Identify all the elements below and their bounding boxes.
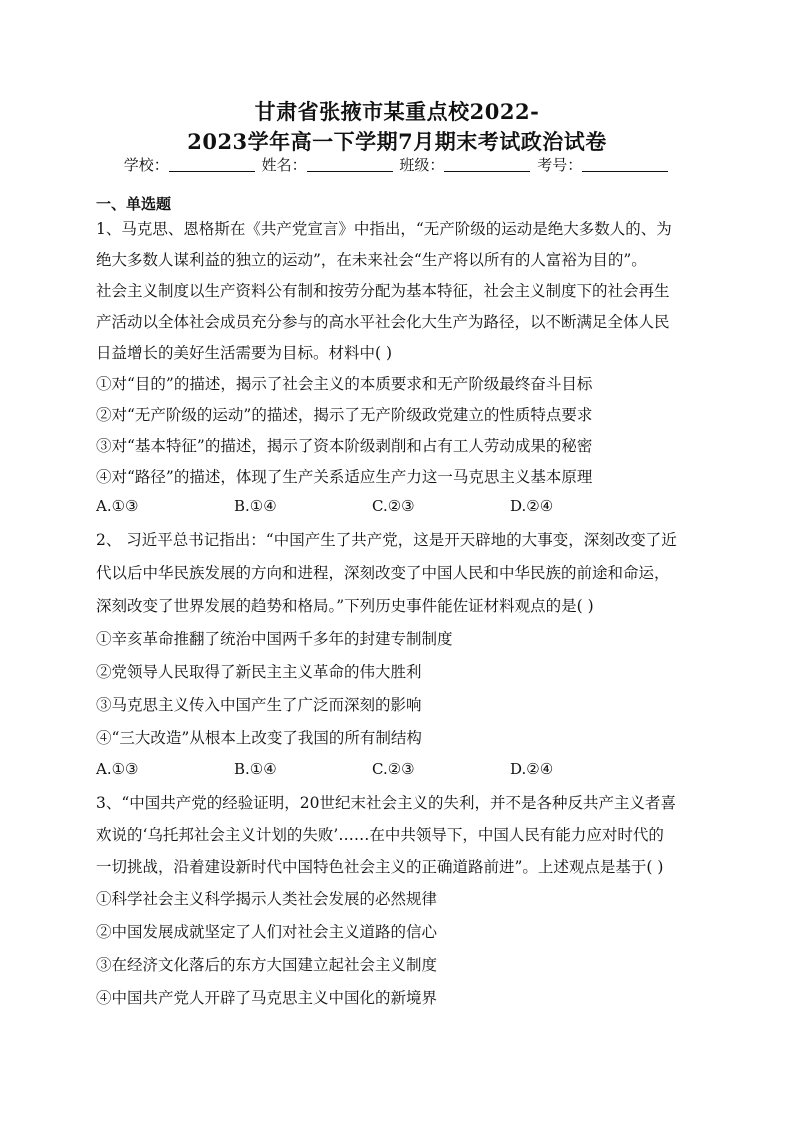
q2-stem-line: 2、 习近平总书记指出：“中国产生了共产党，这是开天辟地的大事变，深刻改变了近	[96, 531, 677, 549]
q1-stem-line: 产活动以全体社会成员充分参与的高水平社会化大生产为路径，以不断满足全体人民	[96, 313, 670, 331]
q1-statement: ②对“无产阶级的运动”的描述，揭示了无产阶级政党建立的性质特点要求	[96, 406, 593, 424]
q1-statement: ④对“路径”的描述，体现了生产关系适应生产力这一马克思主义基本原理	[96, 468, 593, 486]
name-label: 姓名：	[261, 156, 307, 174]
number-blank[interactable]	[582, 157, 668, 172]
q1-option-a[interactable]: A.①③	[96, 497, 139, 515]
q3-stem-line: 欢说的‘乌托邦社会主义计划的失败’……在中共领导下，中国人民有能力应对时代的	[96, 826, 664, 844]
q2-statement: ②党领导人民取得了新民主主义革命的伟大胜利	[96, 663, 422, 681]
q1-option-b[interactable]: B.①④	[234, 497, 277, 515]
q2-stem-line: 深刻改变了世界发展的趋势和格局。”下列历史事件能佐证材料观点的是( )	[96, 597, 594, 615]
q2-statement: ④“三大改造”从根本上改变了我国的所有制结构	[96, 729, 422, 747]
q1-stem-line: 1、马克思、恩格斯在《共产党宣言》中指出，“无产阶级的运动是绝大多数人的、为	[96, 220, 672, 238]
q3-stem-line: 一切挑战，沿着建设新时代中国特色社会主义的正确道路前进”。上述观点是基于( )	[96, 858, 664, 876]
q2-options	[96, 760, 648, 778]
q1-statement: ③对“基本特征”的描述，揭示了资本阶级剥削和占有工人劳动成果的秘密	[96, 437, 593, 455]
q3-statement: ②中国发展成就坚定了人们对社会主义道路的信心	[96, 923, 438, 941]
q2-stem-line: 代以后中华民族发展的方向和进程，深刻改变了中国人民和中华民族的前途和命运，	[96, 564, 670, 582]
q2-option-a[interactable]: A.①③	[96, 760, 139, 778]
q1-option-c[interactable]: C.②③	[372, 497, 415, 515]
exam-title-line-1: 甘肃省张掖市某重点校2022-	[254, 99, 540, 124]
q1-option-d[interactable]: D.②④	[510, 497, 554, 515]
q1-stem-line: 日益增长的美好生活需要为目标。材料中( )	[96, 344, 393, 362]
q2-statement: ①辛亥革命推翻了统治中国两千多年的封建专制制度	[96, 630, 453, 648]
school-label: 学校：	[123, 156, 169, 174]
q1-stem-line: 社会主义制度以生产资料公有制和按劳分配为基本特征，社会主义制度下的社会再生	[96, 282, 670, 300]
class-blank[interactable]	[444, 157, 530, 172]
q1-statement: ①对“目的”的描述，揭示了社会主义的本质要求和无产阶级最终奋斗目标	[96, 375, 593, 393]
q3-stem-line: 3、“中国共产党的经验证明，20世纪末社会主义的失利，并不是各种反共产主义者喜	[96, 794, 677, 812]
section-title: 一、单选题	[96, 195, 172, 213]
q2-statement: ③马克思主义传入中国产生了广泛而深刻的影响	[96, 696, 422, 714]
student-info-row	[0, 154, 794, 175]
q2-option-c[interactable]: C.②③	[372, 760, 415, 778]
q3-statement: ④中国共产党人开辟了马克思主义中国化的新境界	[96, 989, 438, 1007]
q1-stem-line: 绝大多数人谋利益的独立的运动”，在未来社会“生产将以所有的人富裕为目的”。	[96, 251, 647, 269]
q3-statement: ①科学社会主义科学揭示人类社会发展的必然规律	[96, 890, 438, 908]
q2-option-d[interactable]: D.②④	[510, 760, 554, 778]
class-label: 班级：	[399, 156, 445, 174]
exam-title-line-2: 2023学年高一下学期7月期末考试政治试卷	[187, 129, 607, 154]
school-blank[interactable]	[169, 157, 255, 172]
number-label: 考号：	[537, 156, 583, 174]
q3-statement: ③在经济文化落后的东方大国建立起社会主义制度	[96, 956, 438, 974]
q2-option-b[interactable]: B.①④	[234, 760, 277, 778]
name-blank[interactable]	[307, 157, 393, 172]
q1-options	[96, 497, 648, 515]
